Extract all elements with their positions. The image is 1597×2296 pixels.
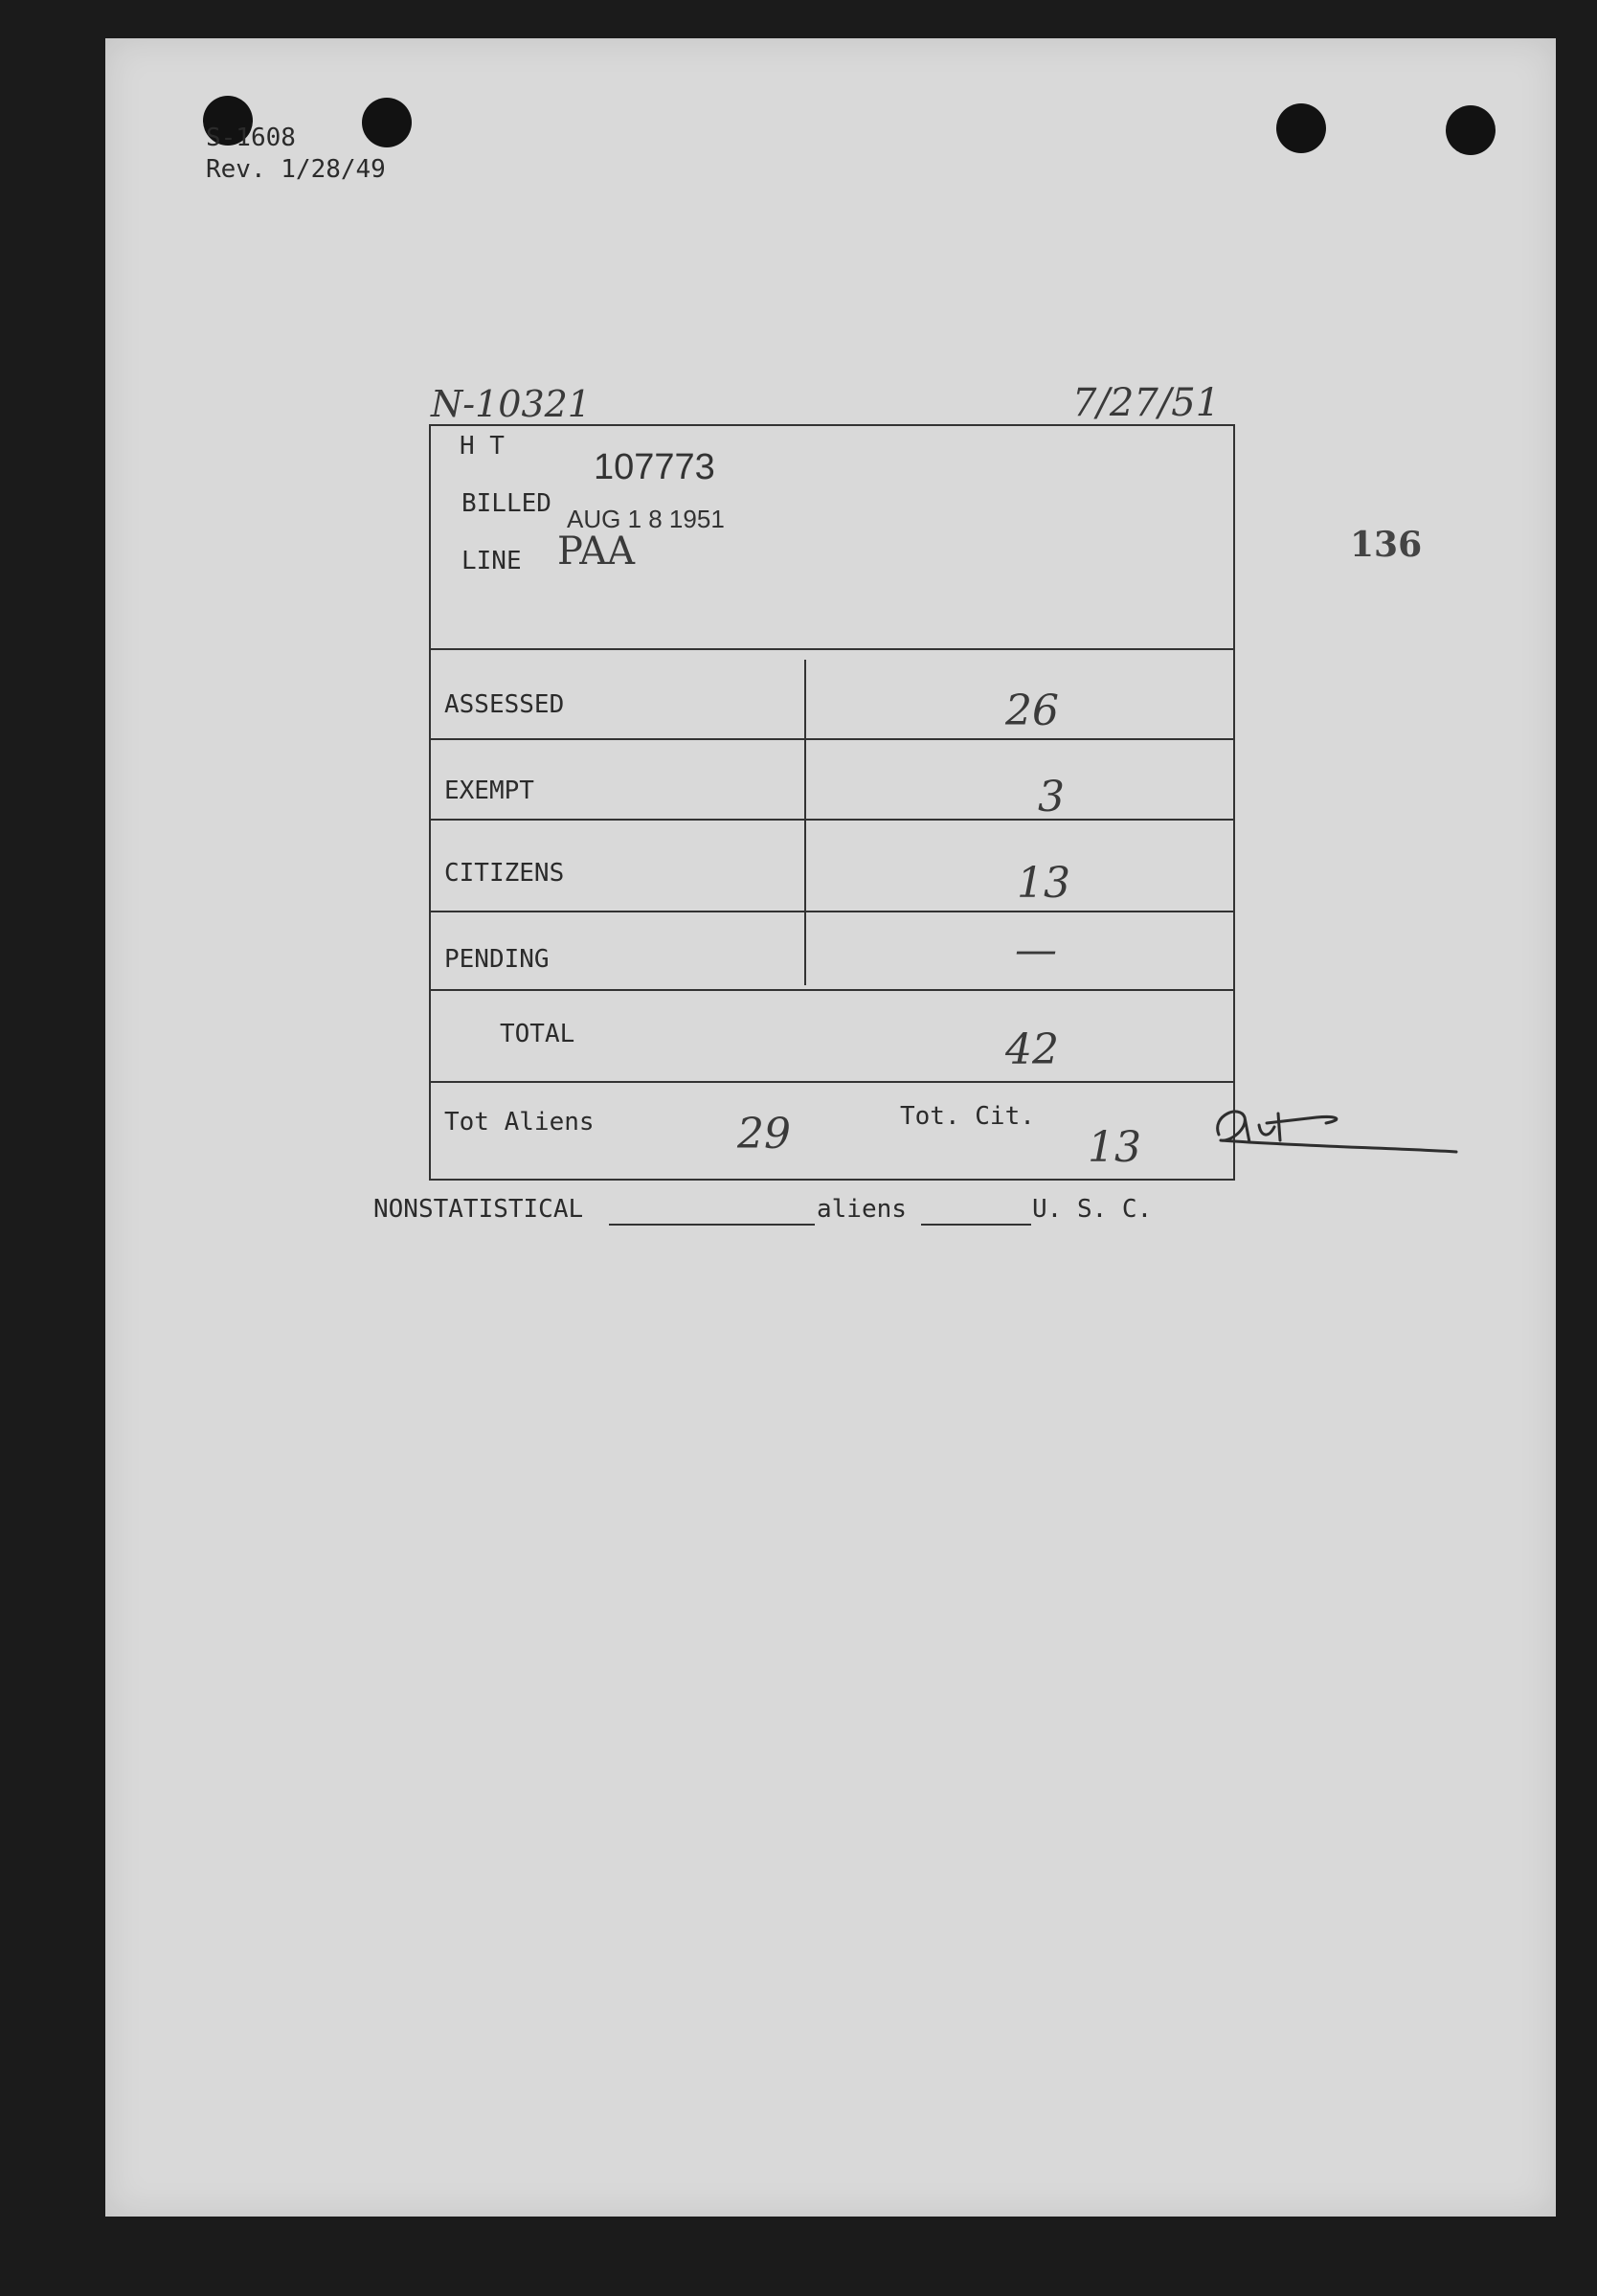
aliens-blank (921, 1224, 1031, 1226)
line-value: PAA (557, 529, 636, 574)
exempt-value: 3 (1038, 773, 1065, 822)
tally-box (429, 424, 1235, 1181)
divider (431, 989, 1233, 991)
divider (431, 648, 1233, 650)
punch-hole (1276, 103, 1326, 153)
tot-aliens-label: Tot Aliens (444, 1108, 595, 1137)
divider (431, 819, 1233, 821)
tot-aliens-value: 29 (737, 1110, 791, 1159)
exempt-label: EXEMPT (444, 777, 534, 805)
billed-date-stamp: AUG 1 8 1951 (567, 505, 725, 533)
pending-value: — (1015, 926, 1057, 975)
total-value: 42 (1005, 1025, 1059, 1074)
usc-label: U. S. C. (1032, 1195, 1153, 1224)
initials-signature (1202, 1096, 1460, 1163)
nonstatistical-blank (609, 1224, 815, 1226)
line-label: LINE (461, 547, 522, 575)
punch-hole (1446, 105, 1496, 155)
form-number: S-1608 (206, 124, 296, 152)
divider (431, 738, 1233, 740)
column-divider (804, 660, 806, 985)
billed-label: BILLED (461, 489, 551, 518)
page-number: 136 (1350, 525, 1423, 565)
pending-label: PENDING (444, 945, 550, 974)
ht-label: H T (460, 432, 505, 461)
total-label: TOTAL (500, 1020, 575, 1048)
citizens-label: CITIZENS (444, 859, 565, 888)
handwritten-date: 7/27/51 (1072, 381, 1221, 425)
aliens-label: aliens (817, 1195, 907, 1224)
file-reference: N-10321 (431, 383, 591, 425)
divider (431, 911, 1233, 912)
assessed-label: ASSESSED (444, 690, 565, 719)
divider (431, 1081, 1233, 1083)
tot-cit-value: 13 (1088, 1123, 1141, 1172)
assessed-value: 26 (1005, 687, 1059, 735)
citizens-value: 13 (1017, 859, 1070, 908)
nonstatistical-label: NONSTATISTICAL (373, 1195, 584, 1224)
tot-cit-label: Tot. Cit. (900, 1102, 1035, 1131)
ht-number-stamp: 107773 (594, 447, 715, 487)
punch-hole (362, 98, 412, 147)
form-revision: Rev. 1/28/49 (206, 155, 386, 184)
